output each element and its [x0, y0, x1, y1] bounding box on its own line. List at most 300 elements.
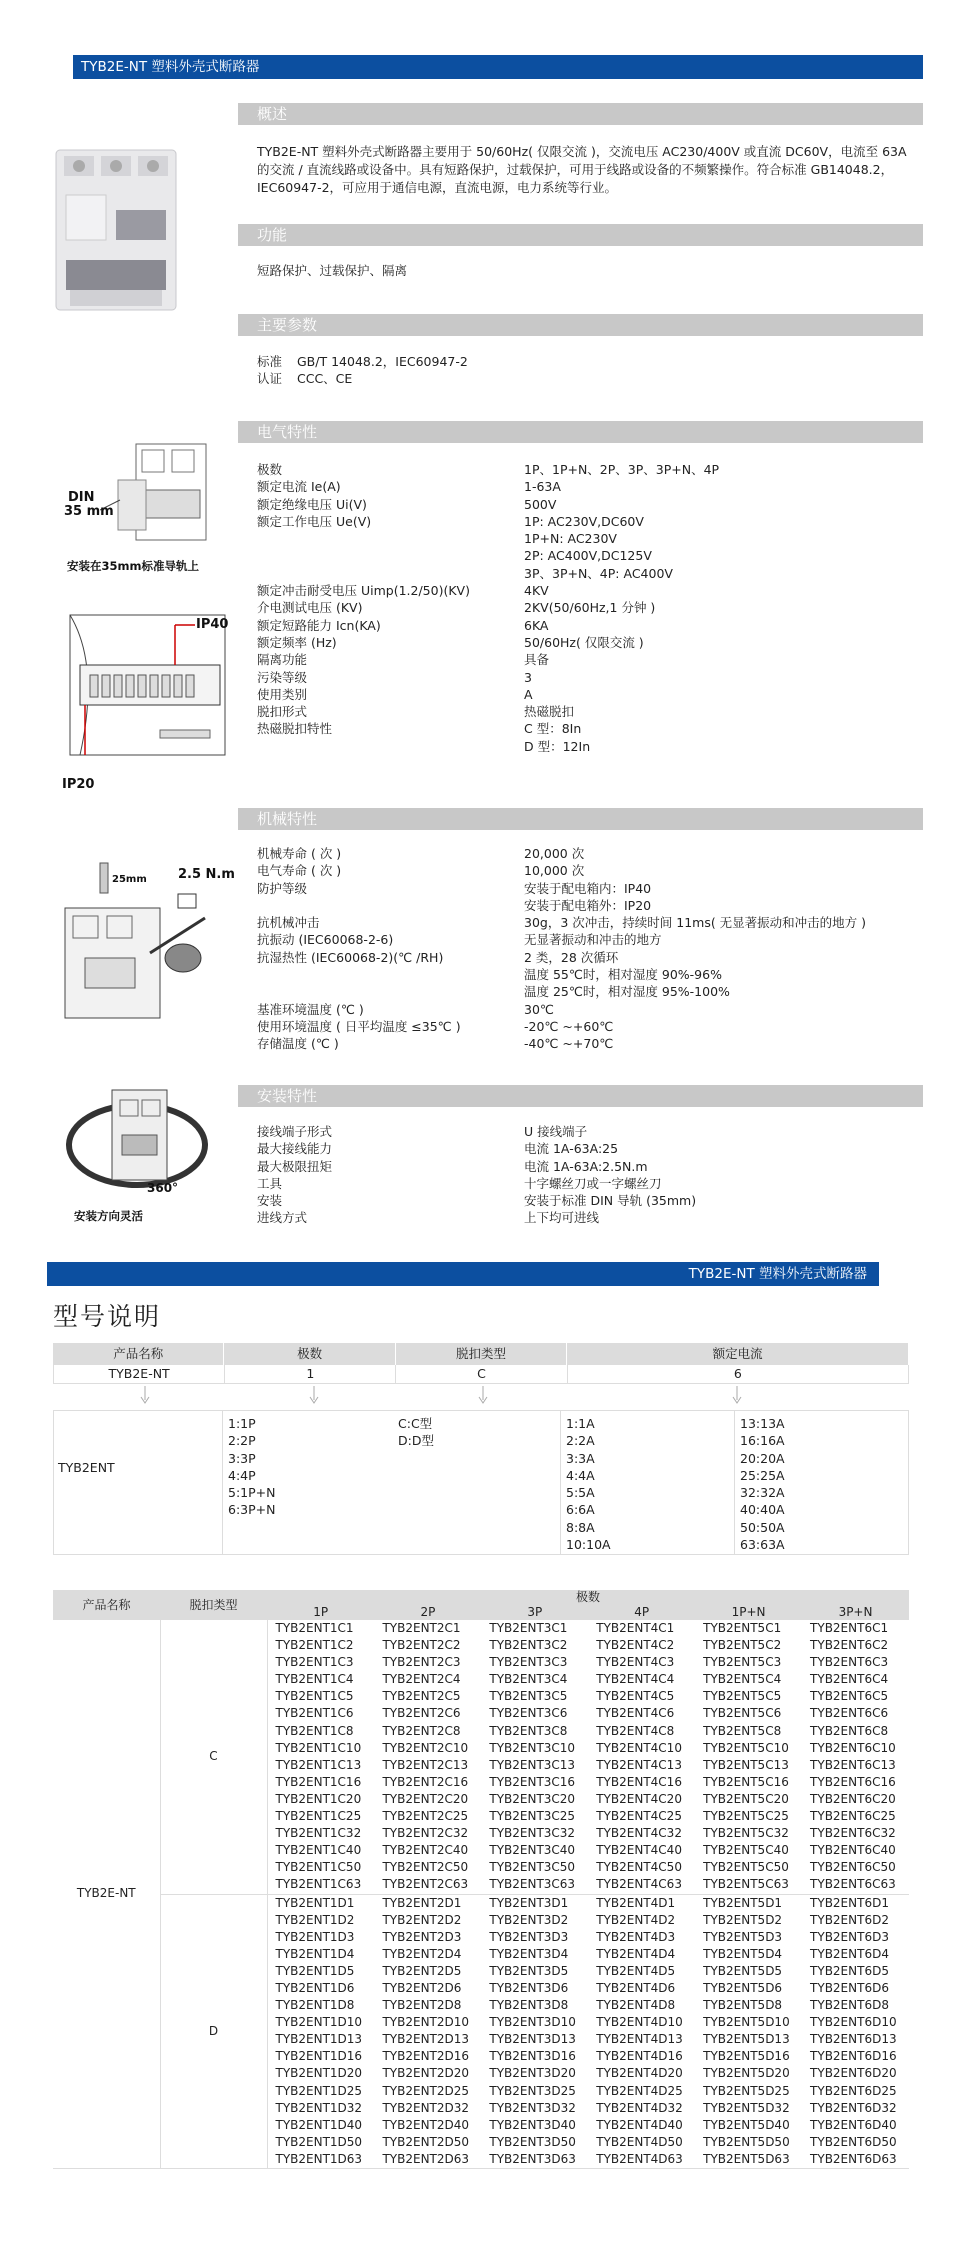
spec-row — [257, 634, 917, 651]
model-code-cell: TYB2ENT1C32 — [275, 1826, 362, 1841]
model-code-cell: TYB2ENT2D4 — [382, 1946, 462, 1961]
spec-row — [257, 897, 917, 914]
spec-value: 2P: AC400V,DC125V — [524, 548, 652, 564]
model-code-cell: TYB2ENT4C6 — [596, 1706, 675, 1721]
model-code-cell: TYB2ENT1D13 — [275, 2032, 363, 2047]
down-arrow-icon — [732, 1386, 742, 1404]
model-code-cell: TYB2ENT4C50 — [596, 1860, 682, 1875]
spec-value: 6KA — [524, 617, 549, 633]
model-code-cell: TYB2ENT4C1 — [596, 1621, 675, 1635]
spec-row — [257, 1192, 917, 1209]
spec-key: 进线方式 — [257, 1210, 308, 1226]
list-item: 6:3P+N — [228, 1502, 276, 1518]
model-code-cell: TYB2ENT3D5 — [489, 1963, 569, 1978]
spec-value: 4KV — [524, 583, 549, 599]
model-code-cell: TYB2ENT2C20 — [382, 1791, 469, 1806]
model-code-cell: TYB2ENT3D4 — [489, 1946, 569, 1961]
model-code-cell: TYB2ENT1D10 — [275, 2015, 363, 2030]
spec-value: 热磁脱扣 — [524, 704, 575, 720]
din-caption: 安装在35mm标准导轨上 — [67, 559, 199, 573]
model-code-cell: TYB2ENT2C4 — [382, 1672, 461, 1687]
spec-value: 20,000 次 — [524, 846, 585, 861]
list-item: 4:4A — [566, 1467, 595, 1483]
model-code-cell: TYB2ENT3C6 — [489, 1706, 568, 1721]
model-name: TYB2ENT — [58, 1460, 115, 1475]
model-code-cell: TYB2ENT2D20 — [382, 2066, 470, 2081]
down-arrow-icon — [140, 1386, 150, 1404]
spec-key: 最大接线能力 — [257, 1141, 333, 1157]
model-code-cell: TYB2ENT2D13 — [382, 2032, 470, 2047]
model-code-cell: TYB2ENT1C1 — [275, 1621, 354, 1635]
model-code-cell: TYB2ENT3C25 — [489, 1809, 576, 1824]
model-code-cell: TYB2ENT6C16 — [810, 1774, 896, 1789]
header-product-name: 产品名称 — [53, 1590, 160, 1620]
spec-row — [257, 530, 917, 547]
table-header-row — [53, 1590, 909, 1605]
spec-key — [257, 565, 524, 582]
model-code-cell: TYB2ENT4C8 — [596, 1723, 675, 1738]
model-code-cell: TYB2ENT5C5 — [703, 1689, 782, 1704]
spec-key — [257, 738, 524, 755]
model-code-cell: TYB2ENT5D63 — [695, 2151, 802, 2169]
model-code-cell: TYB2ENT4D63 — [588, 2151, 695, 2169]
spec-value: -40℃ ~+70℃ — [524, 1036, 614, 1052]
model-code-cell: TYB2ENT4D8 — [596, 1998, 676, 2013]
model-code-cell: TYB2ENT6D5 — [810, 1963, 889, 1978]
spec-row — [257, 599, 917, 616]
model-value-cell: 1 — [225, 1365, 396, 1383]
model-code-cell: TYB2ENT1D40 — [275, 2117, 363, 2132]
ip20-label: IP20 — [62, 777, 95, 792]
spec-row — [257, 1035, 917, 1052]
function-heading: 功能 — [238, 224, 923, 246]
model-code-cell: TYB2ENT1C5 — [275, 1689, 354, 1704]
model-code-cell: TYB2ENT6D6 — [810, 1980, 889, 1995]
model-code-cell: TYB2ENT1C16 — [275, 1774, 362, 1789]
spec-row — [257, 669, 917, 686]
model-code-cell: TYB2ENT1D1 — [275, 1895, 355, 1910]
model-code-cell: TYB2ENT5D4 — [703, 1946, 783, 1961]
spec-key: 额定频率 (Hz) — [257, 634, 337, 650]
spec-key: 介电测试电压 (KV) — [257, 600, 363, 616]
pole-column-header: 1P+N — [695, 1605, 802, 1620]
model-header-cell: 脱扣类型 — [396, 1343, 567, 1365]
model-code-cell: TYB2ENT6D2 — [810, 1912, 889, 1927]
model-code-cell: TYB2ENT3C1 — [489, 1621, 568, 1635]
list-item: 2:2A — [566, 1433, 595, 1449]
model-code-cell: TYB2ENT6D16 — [810, 2049, 897, 2064]
model-code-cell: TYB2ENT1C25 — [275, 1809, 362, 1824]
model-code-cell: TYB2ENT3C8 — [489, 1723, 568, 1738]
model-code-cell: TYB2ENT1C4 — [275, 1672, 354, 1687]
model-code-cell: TYB2ENT5C1 — [703, 1621, 782, 1635]
spec-row — [257, 862, 917, 879]
model-code-cell: TYB2ENT3D1 — [489, 1895, 569, 1910]
spec-value: 30℃ — [524, 1001, 554, 1017]
model-code-table — [53, 1590, 909, 2169]
overview-heading: 概述 — [238, 103, 923, 125]
model-code-cell: TYB2ENT5C3 — [703, 1655, 782, 1670]
model-code-cell: TYB2ENT5C25 — [703, 1809, 789, 1824]
spec-row — [257, 513, 917, 530]
spec-row — [257, 686, 917, 703]
model-code-cell: TYB2ENT5D10 — [703, 2015, 790, 2030]
model-code-cell: TYB2ENT2D6 — [382, 1980, 462, 1995]
list-item: 3:3P — [228, 1450, 256, 1466]
model-code-cell: TYB2ENT4D25 — [596, 2083, 683, 2098]
divider — [222, 1411, 223, 1554]
deg360-label: 360° — [147, 1181, 179, 1195]
model-code-cell: TYB2ENT2C25 — [382, 1809, 469, 1824]
spec-key: 额定冲击耐受电压 Uimp(1.2/50)(KV) — [257, 583, 470, 599]
list-item: 25:25A — [740, 1467, 785, 1483]
model-code-cell: TYB2ENT1D16 — [275, 2049, 363, 2064]
model-currents-list-a — [566, 1411, 611, 1554]
model-code-cell: TYB2ENT4C13 — [596, 1757, 682, 1772]
model-code-cell: TYB2ENT5C50 — [703, 1860, 789, 1875]
model-code-cell: TYB2ENT2D2 — [382, 1912, 462, 1927]
model-code-cell: TYB2ENT1D3 — [275, 1929, 355, 1944]
list-item: C:C型 — [398, 1416, 433, 1431]
model-code-cell: TYB2ENT3D20 — [489, 2066, 576, 2081]
electrical-heading: 电气特性 — [238, 421, 923, 443]
model-code-cell: TYB2ENT5D3 — [703, 1929, 783, 1944]
model-code-cell: TYB2ENT1C63 — [267, 1876, 374, 1894]
list-item: 1:1A — [566, 1416, 595, 1431]
spec-key — [257, 966, 524, 983]
model-code-cell: TYB2ENT1C20 — [275, 1791, 362, 1806]
divider — [734, 1411, 735, 1554]
pole-column-header: 4P — [588, 1605, 695, 1620]
spec-row — [257, 565, 917, 582]
model-code-cell: TYB2ENT1D5 — [275, 1963, 355, 1978]
model-code-cell: TYB2ENT5C13 — [703, 1757, 789, 1772]
din-size-label: 35 mm — [64, 504, 114, 519]
spec-value: 3 — [524, 669, 532, 685]
model-code-cell: TYB2ENT3C2 — [489, 1638, 568, 1653]
model-code-cell: TYB2ENT3C5 — [489, 1689, 568, 1704]
model-code-cell: TYB2ENT2C16 — [382, 1774, 469, 1789]
spec-row — [257, 478, 917, 495]
spec-row — [257, 496, 917, 513]
model-code-cell: TYB2ENT5D8 — [703, 1998, 783, 2013]
spec-key: 脱扣形式 — [257, 704, 308, 720]
model-code-cell: TYB2ENT3D32 — [489, 2100, 576, 2115]
model-code-cell: TYB2ENT4C3 — [596, 1655, 675, 1670]
model-code-cell: TYB2ENT3D63 — [481, 2151, 588, 2169]
spec-key: 防护等级 — [257, 880, 308, 896]
model-code-cell: TYB2ENT5D50 — [703, 2134, 790, 2149]
list-item: 4:4P — [228, 1467, 256, 1483]
spec-key: 抗振动 (IEC60068-2-6) — [257, 932, 394, 948]
spec-key: 抗湿热性 (IEC60068-2)(℃ /RH) — [257, 949, 444, 965]
model-code-cell: TYB2ENT4C2 — [596, 1638, 675, 1653]
spec-value: 具备 — [524, 652, 550, 668]
rotation-figure — [62, 1080, 212, 1210]
model-header-cell: 额定电流 — [567, 1343, 909, 1365]
spec-value: 30g，3 次冲击，持续时间 11ms( 无显著振动和冲击的地方 ) — [524, 915, 867, 931]
spec-value: 50/60Hz( 仅限交流 ) — [524, 634, 644, 650]
list-item: D:D型 — [398, 1433, 434, 1449]
model-code-cell: TYB2ENT6D1 — [810, 1895, 889, 1910]
install-list — [257, 1123, 917, 1227]
model-code-cell: TYB2ENT6D50 — [810, 2134, 897, 2149]
model-code-cell: TYB2ENT5C40 — [703, 1843, 789, 1858]
model-code-cell: TYB2ENT2D50 — [382, 2134, 470, 2149]
function-text: 短路保护、过载保护、隔离 — [257, 263, 408, 278]
param-row — [257, 370, 917, 387]
model-code-cell: TYB2ENT1D25 — [275, 2083, 363, 2098]
model-code-cell: TYB2ENT6C40 — [810, 1843, 896, 1858]
spec-row — [257, 1175, 917, 1192]
pole-column-header: 1P — [267, 1605, 374, 1620]
model-code-cell: TYB2ENT6C6 — [810, 1706, 889, 1721]
param-key: 标准 — [257, 354, 283, 369]
model-code-cell: TYB2ENT6C4 — [810, 1672, 889, 1687]
model-code-cell: TYB2ENT4D6 — [596, 1980, 676, 1995]
model-code-cell: TYB2ENT2C1 — [382, 1621, 461, 1635]
model-code-cell: TYB2ENT5C10 — [703, 1740, 789, 1755]
model-code-cell: TYB2ENT5D32 — [703, 2100, 790, 2115]
model-code-cell: TYB2ENT5C2 — [703, 1638, 782, 1653]
spec-key: 污染等级 — [257, 669, 308, 685]
model-code-cell: TYB2ENT5C32 — [703, 1826, 789, 1841]
model-header-cell: 产品名称 — [53, 1343, 224, 1365]
model-code-cell: TYB2ENT5D6 — [703, 1980, 783, 1995]
model-code-cell: TYB2ENT2D3 — [382, 1929, 462, 1944]
list-item: 13:13A — [740, 1416, 785, 1431]
spec-value: 500V — [524, 496, 557, 512]
model-code-cell: TYB2ENT2C6 — [382, 1706, 461, 1721]
model-code-cell: TYB2ENT4D13 — [596, 2032, 683, 2047]
pole-column-header: 3P+N — [802, 1605, 909, 1620]
model-code-cell: TYB2ENT3C40 — [489, 1843, 576, 1858]
list-item: 16:16A — [740, 1433, 785, 1449]
spec-row — [257, 461, 917, 478]
model-code-cell: TYB2ENT5C6 — [703, 1706, 782, 1721]
list-item: 32:32A — [740, 1485, 785, 1501]
model-code-cell: TYB2ENT3C32 — [489, 1826, 576, 1841]
spec-key — [257, 530, 524, 547]
model-code-cell: TYB2ENT6C5 — [810, 1689, 889, 1704]
rotation-caption: 安装方向灵活 — [74, 1209, 143, 1223]
spec-row — [257, 914, 917, 931]
model-code-cell: TYB2ENT6C13 — [810, 1757, 896, 1772]
spec-value: U 接线端子 — [524, 1124, 588, 1139]
spec-value: 十字螺丝刀或一字螺丝刀 — [524, 1175, 662, 1191]
spec-row — [257, 582, 917, 599]
model-code-cell: TYB2ENT5D2 — [703, 1912, 783, 1927]
spec-value: 电流 1A-63A:2.5N.m — [524, 1158, 648, 1174]
spec-value: 电流 1A-63A:25 — [524, 1141, 619, 1157]
model-code-cell: TYB2ENT2C50 — [382, 1860, 469, 1875]
spec-value: 上下均可进线 — [524, 1210, 600, 1226]
table-row — [53, 1894, 909, 1912]
model-code-cell: TYB2ENT6D20 — [810, 2066, 897, 2081]
model-code-cell: TYB2ENT4C63 — [588, 1876, 695, 1894]
model-code-cell: TYB2ENT5C20 — [703, 1791, 789, 1806]
breaker-photo — [46, 140, 186, 320]
param-value: GB/T 14048.2，IEC60947-2 — [297, 354, 468, 369]
spec-row — [257, 738, 917, 755]
model-code-cell: TYB2ENT2D10 — [382, 2015, 470, 2030]
spec-row — [257, 845, 917, 862]
trip-type-cell: D — [160, 1894, 267, 2169]
list-item: 2:2P — [228, 1433, 256, 1449]
list-item: 6:6A — [566, 1502, 595, 1518]
model-code-cell: TYB2ENT3D13 — [489, 2032, 576, 2047]
model-code-cell: TYB2ENT1D20 — [275, 2066, 363, 2081]
model-currents-list-b — [740, 1411, 785, 1554]
spec-row — [257, 1001, 917, 1018]
model-code-cell: TYB2ENT3D3 — [489, 1929, 569, 1944]
spec-value: C 型：8In — [524, 721, 582, 737]
model-value-cell: C — [396, 1365, 567, 1383]
model-code-cell: TYB2ENT6C3 — [810, 1655, 889, 1670]
model-code-cell: TYB2ENT4C40 — [596, 1843, 682, 1858]
model-code-cell: TYB2ENT1D50 — [275, 2134, 363, 2149]
pole-column-header: 3P — [481, 1605, 588, 1620]
divider — [560, 1411, 561, 1554]
spec-key: 机械寿命 ( 次 ) — [257, 846, 342, 861]
model-code-cell: TYB2ENT6C32 — [810, 1826, 896, 1841]
model-code-cell: TYB2ENT2D5 — [382, 1963, 462, 1978]
model-code-cell: TYB2ENT4D4 — [596, 1946, 676, 1961]
spec-value: 温度 25℃时，相对湿度 95%-100% — [524, 984, 730, 1000]
spec-value: 安装于标准 DIN 导轨 (35mm) — [524, 1193, 697, 1209]
model-code-cell: TYB2ENT1D6 — [275, 1980, 355, 1995]
model-code-cell: TYB2ENT3C4 — [489, 1672, 568, 1687]
spec-key: 抗机械冲击 — [257, 915, 320, 931]
model-code-cell: TYB2ENT6C1 — [810, 1621, 889, 1635]
spec-value: 1P+N: AC230V — [524, 531, 617, 547]
model-code-cell: TYB2ENT3D25 — [489, 2083, 576, 2098]
spec-value: 2 类，28 次循环 — [524, 949, 619, 965]
model-code-cell: TYB2ENT4D10 — [596, 2015, 683, 2030]
spec-key: 接线端子形式 — [257, 1124, 333, 1139]
model-code-cell: TYB2ENT4C16 — [596, 1774, 682, 1789]
model-code-cell: TYB2ENT4D2 — [596, 1912, 676, 1927]
top-banner: TYB2E-NT 塑料外壳式断路器 — [73, 55, 923, 79]
model-code-cell: TYB2ENT2D25 — [382, 2083, 470, 2098]
spec-key: 极数 — [257, 462, 283, 477]
list-item: 10:10A — [566, 1537, 611, 1553]
model-code-cell: TYB2ENT4D3 — [596, 1929, 676, 1944]
model-code-cell: TYB2ENT5D20 — [703, 2066, 790, 2081]
list-item: 8:8A — [566, 1519, 595, 1535]
model-code-cell: TYB2ENT3D8 — [489, 1998, 569, 2013]
spec-row — [257, 547, 917, 564]
params-heading: 主要参数 — [238, 314, 923, 336]
model-code-cell: TYB2ENT3C16 — [489, 1774, 576, 1789]
overview-text: TYB2E-NT 塑料外壳式断路器主要用于 50/60Hz( 仅限交流 )，交流电压 AC230/400V 或直流 DC60V，电流至 63A 的交流 / 直流线路或设备中。具有短路保护，过载保护，可用于线路或设备的不频繁操作。符合标准 GB14048.2，IEC60947-2，可应用于通信电源，直流电源，电力系统等行业。 — [257, 144, 907, 195]
model-code-cell: TYB2ENT2D63 — [374, 2151, 481, 2169]
spec-key: 热磁脱扣特性 — [257, 721, 333, 737]
model-code-cell: TYB2ENT6D10 — [810, 2015, 897, 2030]
model-code-cell: TYB2ENT3C13 — [489, 1757, 576, 1772]
model-code-cell: TYB2ENT5D1 — [703, 1895, 783, 1910]
model-code-cell: TYB2ENT3C63 — [481, 1876, 588, 1894]
install-heading: 安装特性 — [238, 1085, 923, 1107]
model-code-cell: TYB2ENT3C50 — [489, 1860, 576, 1875]
model-code-cell: TYB2ENT3D2 — [489, 1912, 569, 1927]
list-item: 1:1P — [228, 1416, 256, 1431]
spec-key: 安装 — [257, 1193, 283, 1209]
spec-value: 安装于配电箱内：IP40 — [524, 880, 652, 896]
spec-key: 额定绝缘电压 Ui(V) — [257, 496, 367, 512]
list-item: 20:20A — [740, 1450, 785, 1466]
spec-key: 最大极限扭矩 — [257, 1158, 333, 1174]
spec-key: 额定工作电压 Ue(V) — [257, 513, 372, 529]
spec-row — [257, 880, 917, 897]
model-code-cell: TYB2ENT6D40 — [810, 2117, 897, 2132]
spec-row — [257, 1158, 917, 1175]
model-code-cell: TYB2ENT1C13 — [275, 1757, 362, 1772]
model-code-cell: TYB2ENT5D16 — [703, 2049, 790, 2064]
spec-key: 隔离功能 — [257, 652, 308, 668]
spec-row — [257, 1209, 917, 1226]
model-code-cell: TYB2ENT2D16 — [382, 2049, 470, 2064]
param-key: 认证 — [257, 371, 283, 386]
spec-value: D 型：12In — [524, 738, 591, 754]
spec-key — [257, 547, 524, 564]
model-code-cell: TYB2ENT6D4 — [810, 1946, 889, 1961]
model-code-cell: TYB2ENT4C32 — [596, 1826, 682, 1841]
model-code-cell: TYB2ENT2C8 — [382, 1723, 461, 1738]
list-item: 50:50A — [740, 1519, 785, 1535]
spec-row — [257, 966, 917, 983]
table-row — [53, 1620, 909, 1637]
spec-row — [257, 1123, 917, 1140]
spec-key: 存储温度 (℃ ) — [257, 1036, 339, 1052]
model-code-cell: TYB2ENT4D1 — [596, 1895, 676, 1910]
spec-row — [257, 949, 917, 966]
model-code-cell: TYB2ENT1D2 — [275, 1912, 355, 1927]
model-code-cell: TYB2ENT2D40 — [382, 2117, 470, 2132]
model-code-cell: TYB2ENT6D3 — [810, 1929, 889, 1944]
spec-row — [257, 703, 917, 720]
model-code-cell: TYB2ENT1C3 — [275, 1655, 354, 1670]
spec-row — [257, 651, 917, 668]
model-code-cell: TYB2ENT2D1 — [382, 1895, 462, 1910]
model-code-cell: TYB2ENT4C5 — [596, 1689, 675, 1704]
model-code-cell: TYB2ENT3C10 — [489, 1740, 576, 1755]
spec-value: 1P: AC230V,DC60V — [524, 513, 644, 529]
spec-value: 1-63A — [524, 479, 561, 495]
spec-key — [257, 983, 524, 1000]
ip40-label: IP40 — [196, 617, 229, 632]
model-code-cell: TYB2ENT6C8 — [810, 1723, 889, 1738]
model-code-cell: TYB2ENT3D6 — [489, 1980, 569, 1995]
model-code-cell: TYB2ENT2D32 — [382, 2100, 470, 2115]
spec-key: 使用环境温度 ( 日平均温度 ≤35℃ ) — [257, 1018, 461, 1034]
model-code-cell: TYB2ENT1D63 — [267, 2151, 374, 2169]
spec-key: 基准环境温度 (℃ ) — [257, 1001, 364, 1017]
model-code-cell: TYB2ENT6D63 — [802, 2151, 909, 2169]
model-code-cell: TYB2ENT4D50 — [596, 2134, 683, 2149]
model-code-cell: TYB2ENT4C4 — [596, 1672, 675, 1687]
model-code-cell: TYB2ENT5D25 — [703, 2083, 790, 2098]
model-code-cell: TYB2ENT6D8 — [810, 1998, 889, 2013]
model-code-cell: TYB2ENT1C40 — [275, 1843, 362, 1858]
model-value-row — [53, 1365, 909, 1384]
torque-mm-label: 25mm — [112, 874, 147, 885]
spec-value: 10,000 次 — [524, 863, 585, 879]
spec-row — [257, 983, 917, 1000]
model-value-cell: 6 — [733, 1366, 742, 1381]
list-item: 5:5A — [566, 1485, 595, 1501]
model-code-cell: TYB2ENT6D32 — [810, 2100, 897, 2115]
